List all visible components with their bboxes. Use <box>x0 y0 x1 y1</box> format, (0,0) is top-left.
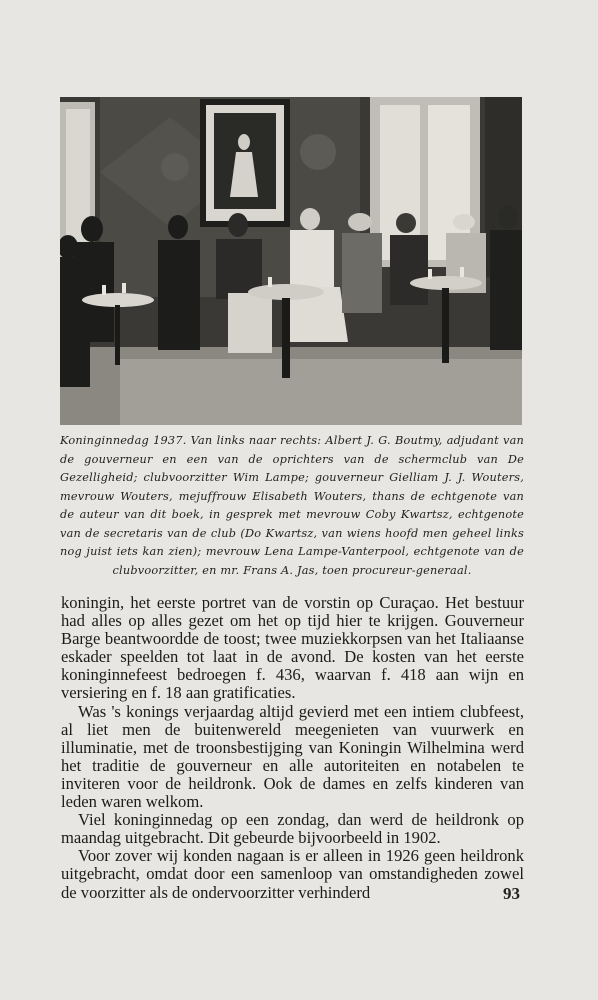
group-photograph <box>60 97 522 425</box>
photo-caption: Koninginnedag 1937. Van links naar rechts: Albert J. G. Boutmy, adjudant van de gouverneur en een van de oprichters van de schermclub van De Gezelligheid; clubvoorzitter Wim Lampe; gouverneur Gielliam J. J. Wouters, mevrouw Wouters, mejuffrouw Elisabeth Wouters, thans de echtgenote van de auteur van dit boek, in gesprek met mevrouw Coby Kwartsz, echtgenote van de secretaris van de club (Do Kwartsz, van wiens hoofd men geheel links nog juist iets kan zien); mevrouw Lena Lampe-Vanterpool, echtgenote van de clubvoorzitter, en mr. Frans A. Jas, toen procureur-generaal. <box>60 434 524 577</box>
paragraph: koningin, het eerste portret van de vorstin op Curaçao. Het bestuur had alles op alles gezet om het op tijd hier te krijgen. Gouverneur Barge beantwoordde de toost; twee muziekkorpsen van het Italiaanse eskader speelden tot laat in de avond. De kosten van het eerste koninginnefeest bedroegen f. 436, waarvan f. 418 aan wijn en versiering en f. 18 aan gratificaties. <box>61 593 524 703</box>
body-text <box>61 594 524 902</box>
paragraph: Was 's konings verjaardag altijd gevierd met een intiem clubfeest, al liet men de buitenwereld meegenieten van vuurwerk en illuminatie, met de troonsbestijging van Koningin Wilhelmina werd het traditie de gouverneur en alle autoriteiten en notabelen te inviteren voor de heildronk. Ook de dames en zelfs kinderen van leden waren welkom. <box>61 701 524 812</box>
paragraph: Viel koninginnedag op een zondag, dan werd de heildronk op maandag uitgebracht. Dit gebeurde bijvoorbeeld in 1902. <box>61 810 524 848</box>
photograph-image <box>60 97 522 425</box>
paragraph: Voor zover wij konden nagaan is er alleen in 1926 geen heildronk uitgebracht, omdat door een samenloop van omstandigheden zowel de voorzitter als de ondervoorzitter verhinderd <box>61 846 524 902</box>
page-number: 93 <box>503 884 520 903</box>
